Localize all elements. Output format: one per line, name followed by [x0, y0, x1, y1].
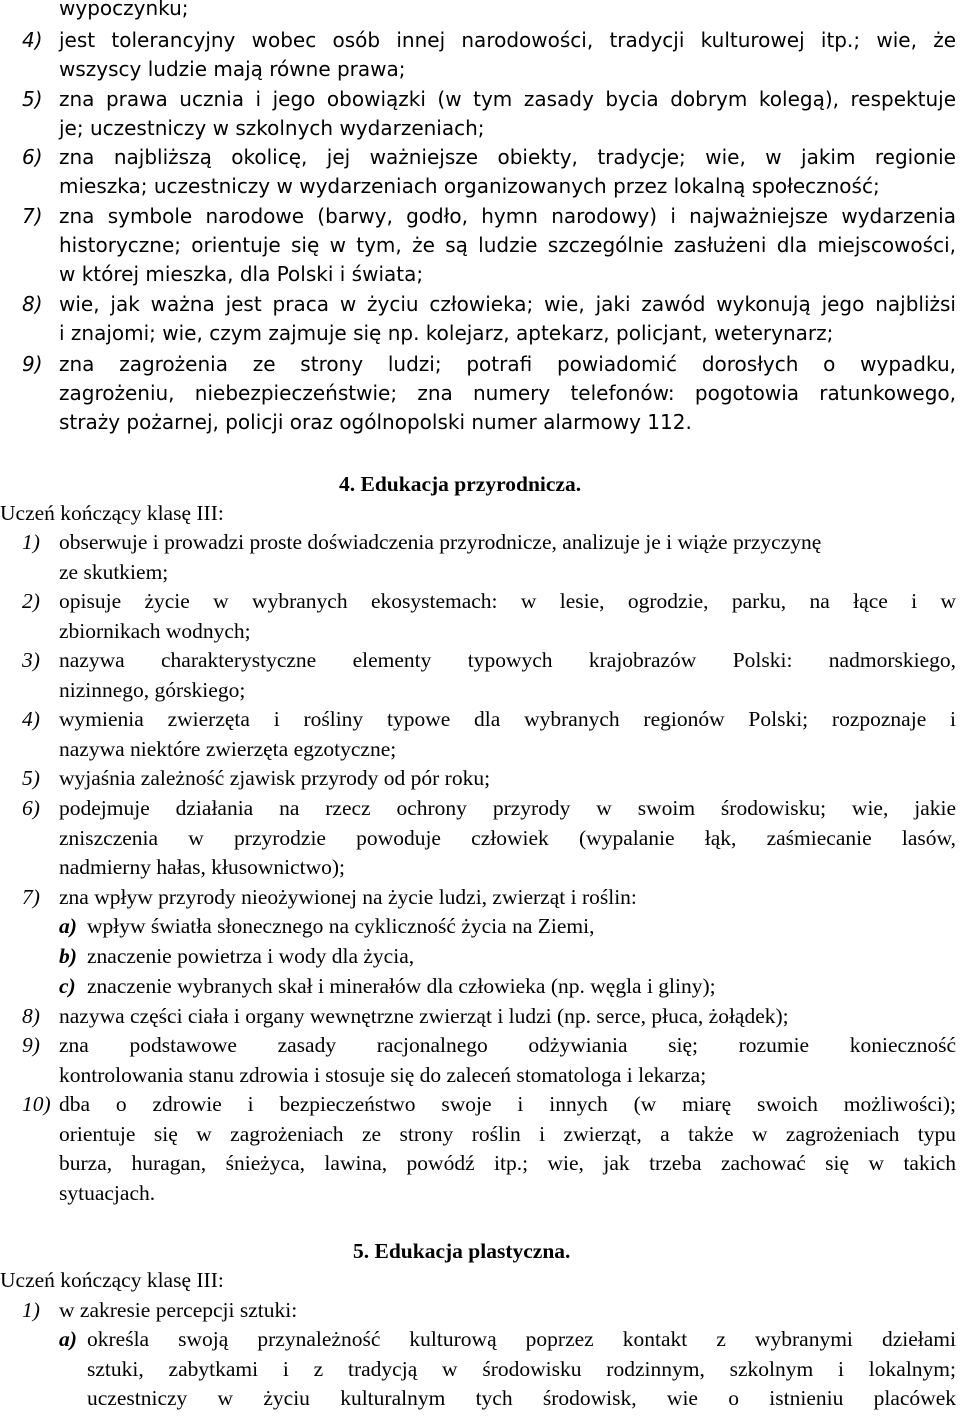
list-item-social-7 — [22, 204, 956, 292]
list-subitem-nature-7c — [22, 974, 956, 1004]
item-number: 1) — [22, 530, 40, 554]
item-line: orientuje się w zagrożeniach ze strony roślin i zwierząt, a także w zagrożeniach typu — [59, 1122, 956, 1146]
item-line: zna najbliższą okolicę, jej ważniejsze obiekty, tradycje; wie, w jakim regionie — [59, 145, 956, 169]
item-line: wyjaśnia zależność zjawisk przyrody od pór roku; — [59, 766, 491, 790]
item-line: w której mieszka, dla Polski i świata; — [59, 262, 424, 286]
subitem-letter: b) — [59, 944, 77, 968]
subitem-letter: a) — [59, 1327, 77, 1351]
item-line: obserwuje i prowadzi proste doświadczenia przyrodnicze, analizuje je i wiąże przyczynę — [59, 530, 822, 554]
list-item-nature-6 — [22, 796, 956, 886]
item-line: mieszka; uczestniczy w wydarzeniach organizowanych przez lokalną społeczność; — [59, 174, 880, 198]
item-line: i znajomi; wie, czym zajmuje się np. kolejarz, aptekarz, policjant, weterynarz; — [59, 321, 834, 345]
item-line: wpływ światła słonecznego na cykliczność życia na Ziemi, — [87, 914, 595, 938]
list-item-nature-4 — [22, 707, 956, 767]
item-line: nizinnego, górskiego; — [59, 678, 246, 702]
section-intro-4: Uczeń kończący klasę III: — [0, 501, 224, 525]
item-line: zna podstawowe zasady racjonalnego odżywiania się; rozumie konieczność — [59, 1033, 956, 1057]
item-line: znaczenie wybranych skał i minerałów dla człowieka (np. węgla i gliny); — [87, 974, 716, 998]
list-item-nature-9 — [22, 1033, 956, 1093]
list-item-social-5 — [22, 87, 956, 145]
item-number: 8) — [22, 292, 43, 316]
item-number: 1) — [22, 1298, 40, 1322]
subitem-letter: a) — [59, 914, 77, 938]
item-line: ze skutkiem; — [59, 560, 169, 584]
list-item-social-6 — [22, 145, 956, 203]
item-line: jest tolerancyjny wobec osób innej narodowości, tradycji kulturowej itp.; wie, że — [59, 28, 956, 52]
item-line: zagrożeniu, niebezpieczeństwie; zna numery telefonów: pogotowia ratunkowego, — [59, 381, 956, 405]
list-subitem-nature-7a — [22, 914, 956, 944]
item-line: nadmierny hałas, kłusownictwo); — [59, 855, 346, 879]
item-line: nazywa niektóre zwierzęta egzotyczne; — [59, 737, 397, 761]
list-item-art-1 — [22, 1298, 956, 1328]
list-subitem-nature-7b — [22, 944, 956, 974]
item-line: nazywa charakterystyczne elementy typowych krajobrazów Polski: nadmorskiego, — [59, 648, 956, 672]
item-line: sztuki, zabytkami i z tradycją w środowisku rodzinnym, szkolnym i lokalnym; — [87, 1357, 956, 1381]
item-line: wymienia zwierzęta i rośliny typowe dla wybranych regionów Polski; rozpoznaje i — [59, 707, 956, 731]
item-line: burza, huragan, śnieżyca, lawina, powódź itp.; wie, jak trzeba zachować się w takich — [59, 1151, 956, 1175]
item-line: historyczne; orientuje się w tym, że są ludzie szczególnie zasłużeni dla miejscowości, — [59, 233, 956, 257]
item-line: sytuacjach. — [59, 1181, 156, 1205]
item-number: 10) — [22, 1092, 51, 1116]
item-number: 6) — [22, 145, 43, 169]
item-line: kontrolowania stanu zdrowia i stosuje się do zaleceń stomatologa i lekarza; — [59, 1063, 707, 1087]
item-line: uczestniczy w życiu kulturalnym tych środowisk, wie o istnieniu placówek — [87, 1386, 956, 1410]
item-number: 4) — [22, 707, 40, 731]
item-number: 7) — [22, 885, 40, 909]
item-number: 2) — [22, 589, 40, 613]
item-number: 9) — [22, 352, 43, 376]
section-heading-5: 5. Edukacja plastyczna. — [353, 1239, 571, 1263]
list-item-nature-2 — [22, 589, 956, 649]
item-line: zna zagrożenia ze strony ludzi; potrafi powiadomić dorosłych o wypadku, — [59, 352, 956, 376]
section-intro-5: Uczeń kończący klasę III: — [0, 1268, 224, 1292]
list-item-nature-7 — [22, 885, 956, 915]
item-line: dba o zdrowie i bezpieczeństwo swoje i innych (w miarę swoich możliwości); — [59, 1092, 956, 1116]
list-item-nature-8 — [22, 1004, 956, 1034]
item-line: opisuje życie w wybranych ekosystemach: w lesie, ogrodzie, parku, na łące i w — [59, 589, 956, 613]
item-line: zna prawa ucznia i jego obowiązki (w tym zasady bycia dobrym kolegą), respektuje — [59, 87, 956, 111]
item-number: 3) — [22, 648, 40, 672]
subitem-letter: c) — [59, 974, 76, 998]
item-line: w zakresie percepcji sztuki: — [59, 1298, 298, 1322]
item-line: zna symbole narodowe (barwy, godło, hymn narodowy) i najważniejsze wydarzenia — [59, 204, 956, 228]
item-line: straży pożarnej, policji oraz ogólnopolski numer alarmowy 112. — [59, 410, 692, 434]
list-item-nature-10 — [22, 1092, 956, 1212]
section-heading-4: 4. Edukacja przyrodnicza. — [339, 472, 582, 496]
item-number: 6) — [22, 796, 40, 820]
list-subitem-art-1a — [22, 1327, 956, 1417]
list-item-nature-5 — [22, 766, 956, 796]
item-number: 5) — [22, 87, 43, 111]
top-fragment: wypoczynku; — [59, 0, 189, 20]
item-line: zbiornikach wodnych; — [59, 619, 251, 643]
list-item-social-4 — [22, 28, 956, 86]
item-line: podejmuje działania na rzecz ochrony przyrody w swoim środowisku; wie, jakie — [59, 796, 956, 820]
item-number: 9) — [22, 1033, 40, 1057]
item-number: 4) — [22, 28, 43, 52]
list-item-nature-1 — [22, 530, 956, 590]
item-line: zniszczenia w przyrodzie powoduje człowiek (wypalanie łąk, zaśmiecanie lasów, — [59, 826, 956, 850]
item-number: 8) — [22, 1004, 40, 1028]
list-item-nature-3 — [22, 648, 956, 708]
item-number: 7) — [22, 204, 43, 228]
item-line: nazywa części ciała i organy wewnętrzne zwierząt i ludzi (np. serce, płuca, żołądek); — [59, 1004, 789, 1028]
item-number: 5) — [22, 766, 40, 790]
item-line: zna wpływ przyrody nieożywionej na życie ludzi, zwierząt i roślin: — [59, 885, 637, 909]
item-line: wie, jak ważna jest praca w życiu człowieka; wie, jaki zawód wykonują jego najbliżsi — [59, 292, 956, 316]
item-line: określa swoją przynależność kulturową poprzez kontakt z wybranymi dziełami — [87, 1327, 956, 1351]
list-item-social-9 — [22, 352, 956, 440]
item-line: znaczenie powietrza i wody dla życia, — [87, 944, 415, 968]
item-line: wszyscy ludzie mają równe prawa; — [59, 57, 406, 81]
item-line: je; uczestniczy w szkolnych wydarzeniach; — [59, 116, 485, 140]
list-item-social-8 — [22, 292, 956, 350]
